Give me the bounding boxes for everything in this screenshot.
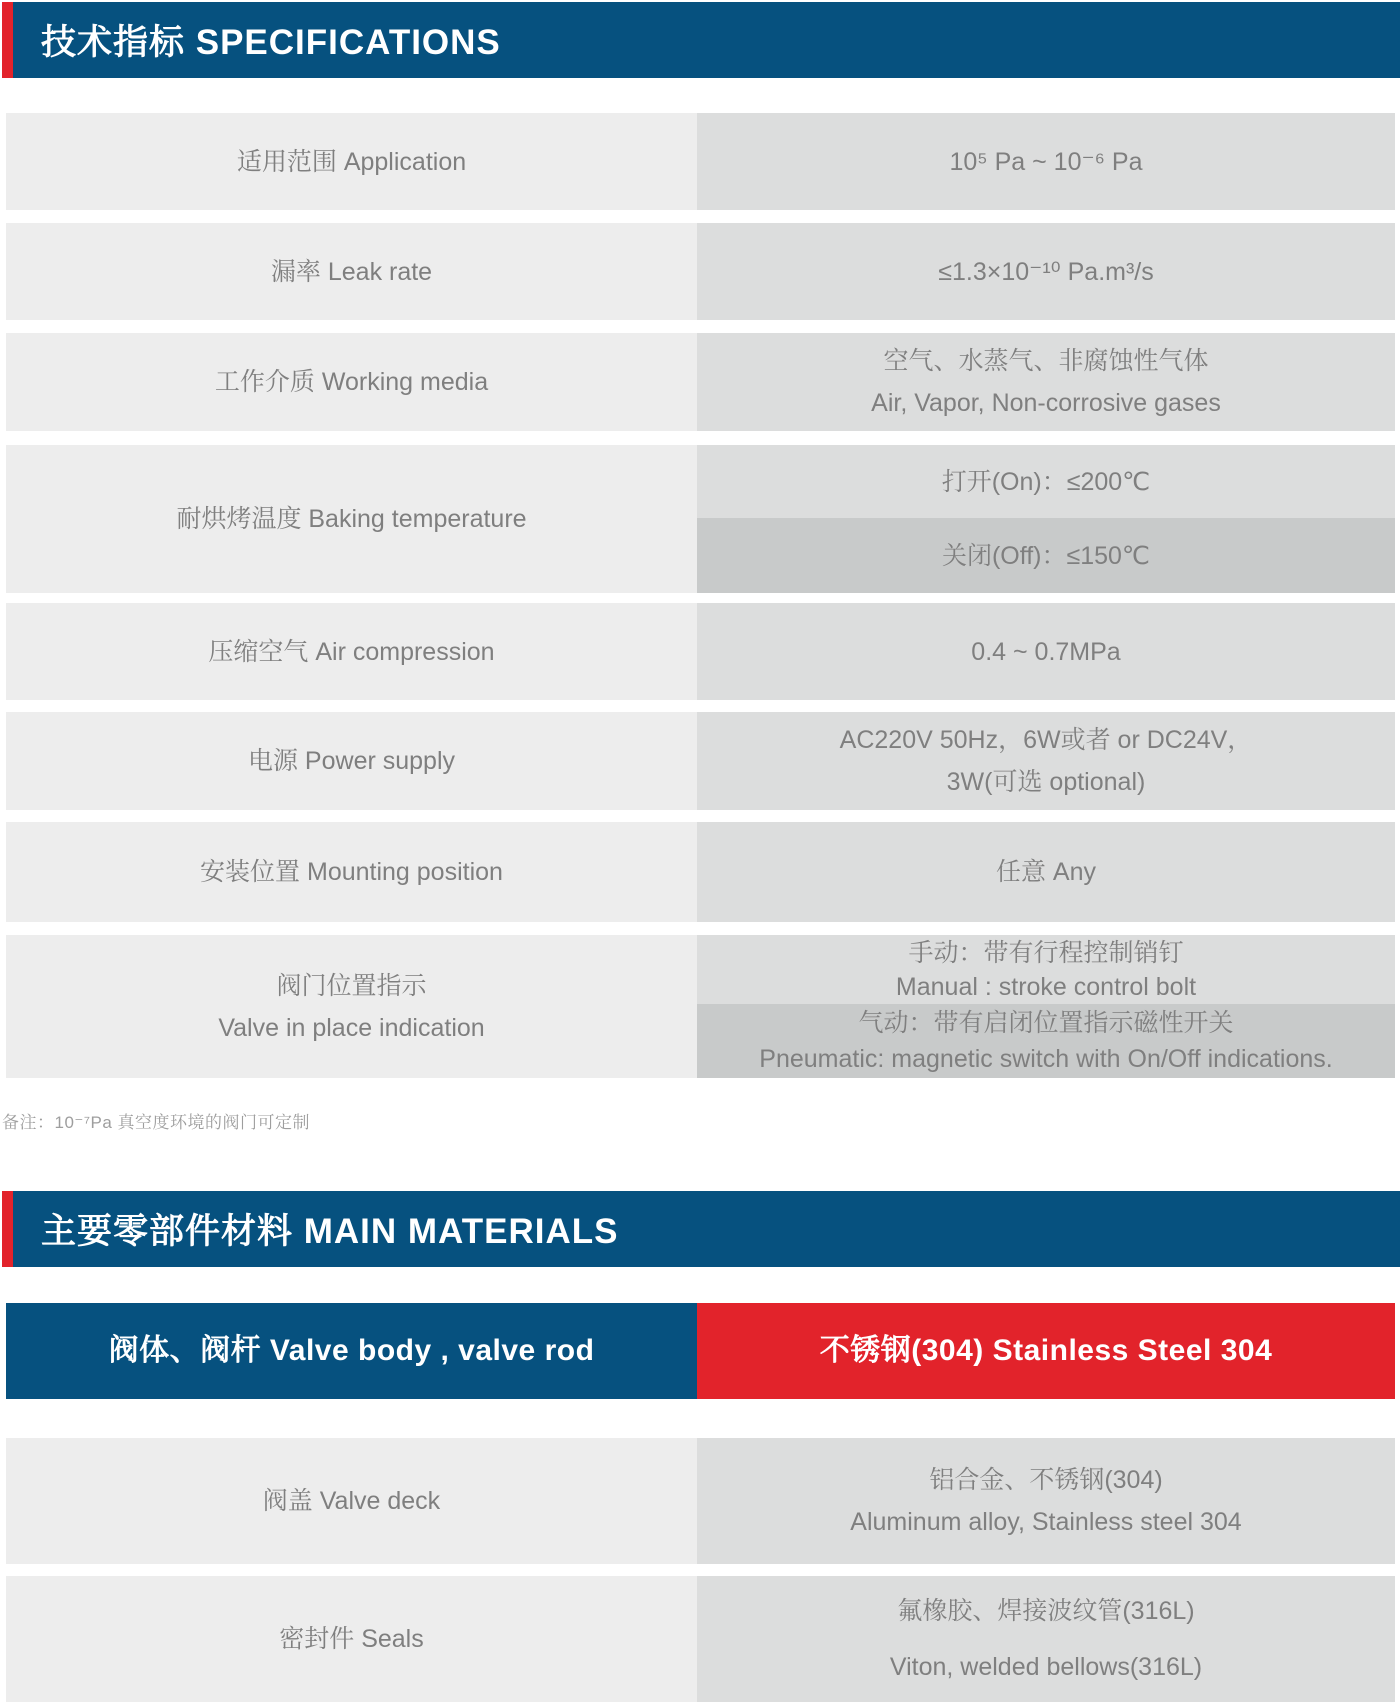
materials-header <box>0 1191 1400 1267</box>
red-accent-bar <box>2 1191 13 1267</box>
spec-value-cell <box>697 333 1395 431</box>
spec-subrow-manual <box>697 935 1395 1004</box>
row-value: Pneumatic: magnetic switch with On/Off indications. <box>759 1045 1333 1073</box>
row-label: 电源 Power supply <box>247 747 456 775</box>
row-value: 10⁵ Pa ~ 10⁻⁶ Pa <box>949 147 1143 176</box>
row-value: 氟橡胶、焊接波纹管(316L) <box>897 1597 1195 1625</box>
spec-label-cell <box>6 113 697 210</box>
row-value: 任意 Any <box>995 858 1097 886</box>
materials-value-cell <box>697 1576 1395 1702</box>
spec-row-valve-indication <box>6 935 1395 1078</box>
row-value: 空气、水蒸气、非腐蚀性气体 <box>883 347 1209 375</box>
row-value: AC220V 50Hz，6W或者 or DC24V， <box>839 726 1253 754</box>
spec-row-baking-temperature <box>6 445 1395 593</box>
red-accent-bar <box>2 2 13 78</box>
spec-subrow-pneumatic <box>697 1004 1395 1078</box>
materials-label-cell <box>6 1438 697 1564</box>
materials-row-seals <box>6 1576 1395 1702</box>
spec-value-cell <box>697 712 1395 810</box>
row-label: 漏率 Leak rate <box>270 257 433 286</box>
materials-label-cell <box>6 1303 697 1399</box>
spec-label-cell <box>6 603 697 700</box>
row-label: 阀体、阀杆 Valve body , valve rod <box>108 1334 595 1367</box>
materials-title: 主要零部件材料 MAIN MATERIALS <box>41 1212 619 1251</box>
spec-row-power-supply <box>6 712 1395 810</box>
spec-row-leak-rate <box>6 223 1395 320</box>
row-value: Aluminum alloy, Stainless steel 304 <box>850 1508 1242 1536</box>
row-label: Valve in place indication <box>218 1013 485 1042</box>
spec-subrow-on <box>697 445 1395 518</box>
row-label: 工作介质 Working media <box>214 368 489 396</box>
row-value: 0.4 ~ 0.7MPa <box>971 637 1121 666</box>
row-value: 铝合金、不锈钢(304) <box>929 1466 1163 1494</box>
spec-value-cell <box>697 822 1395 922</box>
row-label: 阀门位置指示 <box>276 971 427 1000</box>
spec-label-cell <box>6 445 697 593</box>
spec-sheet-page <box>0 2 1400 1702</box>
row-label: 阀盖 Valve deck <box>262 1487 441 1515</box>
row-value: Air, Vapor, Non-corrosive gases <box>871 389 1221 417</box>
spec-row-air-compression <box>6 603 1395 700</box>
row-value: 打开(On)：≤200℃ <box>941 467 1151 496</box>
spec-value-subrows <box>697 935 1395 1078</box>
row-value: 手动：带有行程控制销钉 <box>908 938 1184 967</box>
row-value: Manual : stroke control bolt <box>895 972 1197 1001</box>
row-value: Viton, welded bellows(316L) <box>889 1653 1203 1681</box>
row-value: 不锈钢(304) Stainless Steel 304 <box>819 1334 1273 1367</box>
materials-value-cell <box>697 1438 1395 1564</box>
spec-value-cell <box>697 223 1395 320</box>
row-value: ≤1.3×10⁻¹⁰ Pa.m³/s <box>938 257 1154 286</box>
specifications-table <box>6 113 1395 1078</box>
spec-subrow-off <box>697 518 1395 593</box>
row-label: 适用范围 Application <box>236 147 467 176</box>
spec-row-working-media <box>6 333 1395 431</box>
materials-header-bar <box>13 1191 1400 1267</box>
spec-row-mounting-position <box>6 822 1395 922</box>
specifications-header-bar <box>13 2 1400 78</box>
materials-row-valve-body <box>6 1303 1395 1399</box>
materials-table <box>6 1303 1395 1702</box>
row-value: 气动：带有启闭位置指示磁性开关 <box>858 1009 1234 1037</box>
specifications-header <box>0 2 1400 78</box>
spec-label-cell <box>6 822 697 922</box>
row-value: 关闭(Off)：≤150℃ <box>941 541 1151 570</box>
spec-label-cell <box>6 223 697 320</box>
spec-value-cell <box>697 113 1395 210</box>
row-label: 压缩空气 Air compression <box>208 637 495 666</box>
row-value: 3W(可选 optional) <box>946 768 1146 796</box>
materials-value-cell <box>697 1303 1395 1399</box>
spec-row-application <box>6 113 1395 210</box>
spec-value-cell <box>697 603 1395 700</box>
row-label: 密封件 Seals <box>279 1625 424 1653</box>
spec-label-cell <box>6 712 697 810</box>
row-label: 耐烘烤温度 Baking temperature <box>176 505 527 533</box>
materials-row-valve-deck <box>6 1438 1395 1564</box>
custom-order-note: 备注：10⁻⁷Pa 真空度环境的阀门可定制 <box>2 1113 311 1132</box>
spec-label-cell <box>6 935 697 1078</box>
spec-value-subrows <box>697 445 1395 593</box>
materials-label-cell <box>6 1576 697 1702</box>
spec-label-cell <box>6 333 697 431</box>
specifications-title: 技术指标 SPECIFICATIONS <box>41 23 501 62</box>
row-label: 安装位置 Mounting position <box>200 858 503 886</box>
